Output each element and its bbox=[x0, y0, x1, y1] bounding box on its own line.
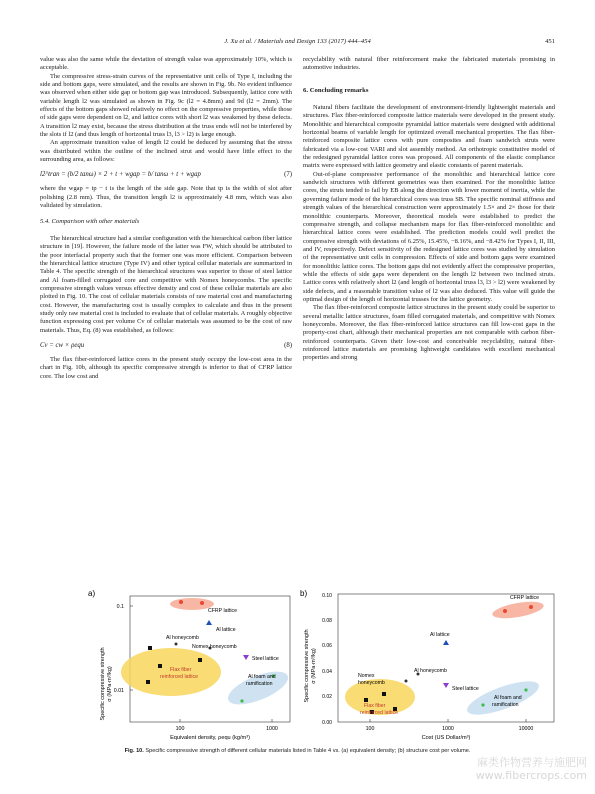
chart-panel-b bbox=[298, 586, 560, 746]
y-tick-label: 0.04 bbox=[322, 669, 332, 675]
y-axis-label: Specific compressive strength bbox=[100, 647, 106, 721]
label-alfoam-1: Al foam and bbox=[248, 674, 276, 680]
paragraph: Natural fibers facilitate the development of environment-friendly lightweight materials and structures. Flax fiber-reinforced composite lattice materials were developed in the present study. Monolithic and hierarchical composite pyramidal lattice materials were designed with additional horizontal beams of variable length for optimized overall mechanical properties. The flax fiber-reinforced composite lattice cores with pure composites and foam sandwich struts were fabricated via a low-cost VARI and slot assembly method. An orthotropic constitutive model of the redesigned pyramidal lattice cores was proposed. All components of the elastic compliance matrix were expressed with lattice geometry and elastic constants of parent materials. bbox=[303, 104, 555, 170]
label-al-honeycomb: Al honeycomb bbox=[414, 668, 447, 674]
cfrp-point bbox=[200, 601, 204, 605]
steel-point bbox=[443, 683, 449, 688]
paragraph: Out-of-plane compressive performance of the monolithic and hierarchical lattice core sandwich structures with different geometries was then examined. For the monolithic lattice cores, the struts tended to fail by EB along the direction with lower moment of inertia, while the governing failure mode of the hierarchical cores was truss SB. The specific nominal stiffness and strength values of the hierarchical construction were approximately 1.5× and 2× those for their monolithic counterparts. Moreover, theoretical models were established to predict the compressive strength, and collapse mechanism maps for flax fiber-reinforced monolithic and hierarchical lattice cores were established. The prediction models could well predict the compressive strength with deviations of 6.25%, 15.45%, −8.16%, and −8.42% for Types I, II, III, and IV, respectively. Defect sensitivity of the redesigned lattice cores was studied by simulation of the representative unit cells in compression. Effects of side and bottom gaps were examined for monolithic lattice cores. The bottom gaps did not evidently affect the compressive properties, while the effects of side gaps were dependent on the length l2 between two inclined struts. Lattice cores with relatively short l2 (and length of horizontal truss l3, l3 > l2) were weakened by side defects, and a reasonable transition value of l2 was also deduced. This value will guide the optimal design of the length of horizontal trusses for the lattice geometry. bbox=[303, 170, 555, 303]
y-tick-label: 0.1 bbox=[116, 604, 124, 610]
label-flax-2: reinforced lattice bbox=[160, 674, 199, 680]
paragraph: value was also the same while the deviation of strength value was approximately 10%, which is acceptable. bbox=[40, 56, 292, 72]
paragraph: recyclability with natural fiber reinforcement make the fabricated materials promising in automotive industries. bbox=[303, 56, 555, 72]
label-alfoam-2: ramification bbox=[492, 702, 519, 708]
paragraph: The flax fiber-reinforced composite lattice structures in the present study could be superior to several metallic lattice structures, foam filled corrugated materials, and competitive with Nomex honeycombs. Moreover, the flax fiber-reinforced lattice structures can fill low-cost gaps in the property-cost chart, although their mechanical properties are not comparable with carbon fiber-reinforced counterparts. Given their low-cost and conceivable recyclability, natural fiber-reinforced lattice materials are promising lightweight candidates with excellent mechanical properties and strong bbox=[303, 304, 555, 362]
label-cfrp: CFRP lattice bbox=[510, 595, 540, 601]
al-lattice-point bbox=[206, 620, 212, 625]
label-flax-1: Flax fiber bbox=[364, 703, 386, 709]
watermark-line-2: www.fibercrops.com bbox=[475, 769, 587, 782]
figure-caption bbox=[40, 748, 555, 754]
page-number: 451 bbox=[545, 38, 555, 45]
equation-body: l2^tran = (b/2 tanω) × 2 + t + wgap = b/ tanω + t + wgap bbox=[40, 171, 201, 179]
x-tick-label: 100 bbox=[365, 726, 375, 732]
caption-label: Fig. 10. bbox=[124, 748, 144, 754]
alfoam-point bbox=[240, 699, 243, 702]
y-tick-label: 0.01 bbox=[113, 688, 124, 694]
al-honeycomb-point bbox=[175, 643, 178, 646]
x-tick-label: 1000 bbox=[266, 726, 278, 732]
y-tick-label: 0.06 bbox=[322, 643, 332, 649]
label-flax-1: Flax fiber bbox=[170, 667, 192, 673]
label-al-honeycomb: Al honeycomb bbox=[166, 635, 199, 641]
label-alfoam-1: Al foam and bbox=[494, 695, 522, 701]
y-axis-unit: σ (MPa·m³/kg) bbox=[311, 648, 317, 684]
label-nomex-1: Nomex bbox=[358, 673, 375, 679]
label-flax-2: reinforced lattice bbox=[360, 710, 399, 716]
cfrp-point bbox=[503, 609, 507, 613]
label-nomex: Nomex honeycomb bbox=[192, 644, 237, 650]
paragraph: The hierarchical structure had a similar configuration with the hierarchical carbon fiber lattice structure in [19]. However, the failure mode of the latter was FW, which should be attributed to the poor interfacial property such that the former one was more efficient. Comparison between the hierarchical lattice structure (Type IV) and other typical cellular materials are summarized in Table 4. The specific strength of the hierarchical structures was superior to those of steel lattice and Al foam-filled corrugated core and competitive with Nomex honeycombs. The specific compressive strength values versus effective density and cost of these cellular materials are also plotted in Fig. 10. The cost of cellular materials consists of raw material cost and manufacturing cost. However, the manufacturing cost is usually complex to calculate and thus in the present study only raw material cost is included to evaluate that of cellular materials. A roughly objective function expressing cost per volume Cv of cellular materials was assumed to be the cost of raw materials. Thus, Eq. (8) was established, as follows: bbox=[40, 234, 293, 334]
cfrp-region bbox=[491, 599, 545, 622]
chart-panel-a bbox=[40, 586, 295, 746]
x-axis-label: Equivalent density, ρequ (kg/m³) bbox=[170, 735, 250, 741]
y-tick-label: 0.02 bbox=[322, 694, 332, 700]
y-tick-label: 0.10 bbox=[322, 593, 332, 599]
cfrp-point bbox=[529, 605, 533, 609]
alfoam-point bbox=[524, 688, 527, 691]
watermark bbox=[476, 756, 587, 782]
x-tick-label: 100 bbox=[175, 726, 185, 732]
y-axis-label: Specific compressive strength bbox=[304, 629, 310, 703]
alfoam-point bbox=[481, 703, 484, 706]
running-title: J. Xu et al. / Materials and Design 133 (2017) 444–454 bbox=[224, 38, 371, 45]
right-column bbox=[303, 56, 555, 363]
paragraph: The compressive stress-strain curves of the representative unit cells of Type I, including the side and bottom gaps, were simulated, and the results are shown in Fig. 9b. No evident influence was observed when either side gap or bottom gap was introduced. Subsequently, lattice core with variable length l2 was simulated as shown in Fig. 9c (l2 = 4.8mm) and 9d (l2 = 2mm). The effects of the bottom gaps showed relatively no effect on the compressive properties, while those of side gaps were dependent on l2, and lattice cores with short l2 was weakened by these defects. A transition l2 may exist, because the stress distribution at the truss ends will not be interfered by the slots if l2 (and thus length of horizontal truss l3, l3 > l2) is large enough. bbox=[40, 72, 292, 139]
label-cfrp: CFRP lattice bbox=[208, 608, 238, 614]
x-tick-label: 10000 bbox=[518, 726, 534, 732]
subsection-heading: 5.4. Comparison with other materials bbox=[40, 217, 140, 225]
panel-label-b: b) bbox=[300, 589, 308, 598]
paragraph: where the wgap = tp − t is the length of the side gap. Note that tp is the width of slot after polishing (2.8 mm). Thus, the transition length l2 is approximately 4.8 mm, which was also validated by simulation. bbox=[40, 185, 292, 210]
flax-point bbox=[146, 680, 150, 684]
x-axis-label: Cost (US Dollar/m³) bbox=[421, 735, 471, 741]
steel-point bbox=[243, 655, 249, 660]
y-tick-label: 0.08 bbox=[322, 618, 332, 624]
label-steel: Steel lattice bbox=[252, 656, 279, 662]
section-heading: 6. Concluding remarks bbox=[303, 86, 369, 94]
x-tick-label: 1000 bbox=[442, 726, 454, 732]
flax-point bbox=[148, 646, 152, 650]
flax-point bbox=[364, 698, 368, 702]
caption-text: Specific compressive strength of different cellular materials listed in Table 4 vs. (a) equivalent density; (b) structure cost per volume. bbox=[145, 748, 471, 754]
flax-point bbox=[382, 692, 386, 696]
equation-body: Cv = cw × ρequ bbox=[40, 341, 85, 349]
equation-number: (7) bbox=[284, 171, 292, 179]
cfrp-point bbox=[179, 600, 183, 604]
equation-7 bbox=[40, 171, 292, 185]
running-header bbox=[40, 38, 555, 50]
label-al-lattice: Al lattice bbox=[216, 627, 236, 633]
label-nomex-2: honeycomb bbox=[358, 680, 385, 686]
al-lattice-point bbox=[443, 640, 449, 645]
label-al-lattice: Al lattice bbox=[430, 632, 450, 638]
y-tick-label: 0.00 bbox=[322, 720, 332, 726]
flax-point bbox=[198, 658, 202, 662]
y-axis-unit: σ (MPa·m³/kg) bbox=[107, 666, 113, 702]
label-alfoam-2: ramification bbox=[246, 681, 273, 687]
label-steel: Steel lattice bbox=[452, 686, 479, 692]
equation-8 bbox=[40, 342, 292, 356]
equation-number: (8) bbox=[284, 341, 292, 349]
nomex-point bbox=[405, 680, 408, 683]
figure-10 bbox=[40, 586, 555, 746]
panel-label-a: a) bbox=[88, 589, 96, 598]
left-column bbox=[40, 56, 292, 381]
paragraph: The flax fiber-reinforced lattice cores in the present study occupy the low-cost area in the chart in Fig. 10b, although its specific compressive strength is inferior to that of CFRP lattice core. The low cost and bbox=[40, 355, 292, 380]
flax-point bbox=[158, 664, 162, 668]
paragraph: An approximate transition value of length l2 could be deduced by assuming that the stress was distributed within the outline of the inclined strut and would have little effect to the surrounding area, as follows: bbox=[40, 139, 292, 164]
alfoam-region bbox=[224, 665, 292, 711]
watermark-line-1: 麻类作物营养与施肥网 bbox=[477, 756, 587, 769]
